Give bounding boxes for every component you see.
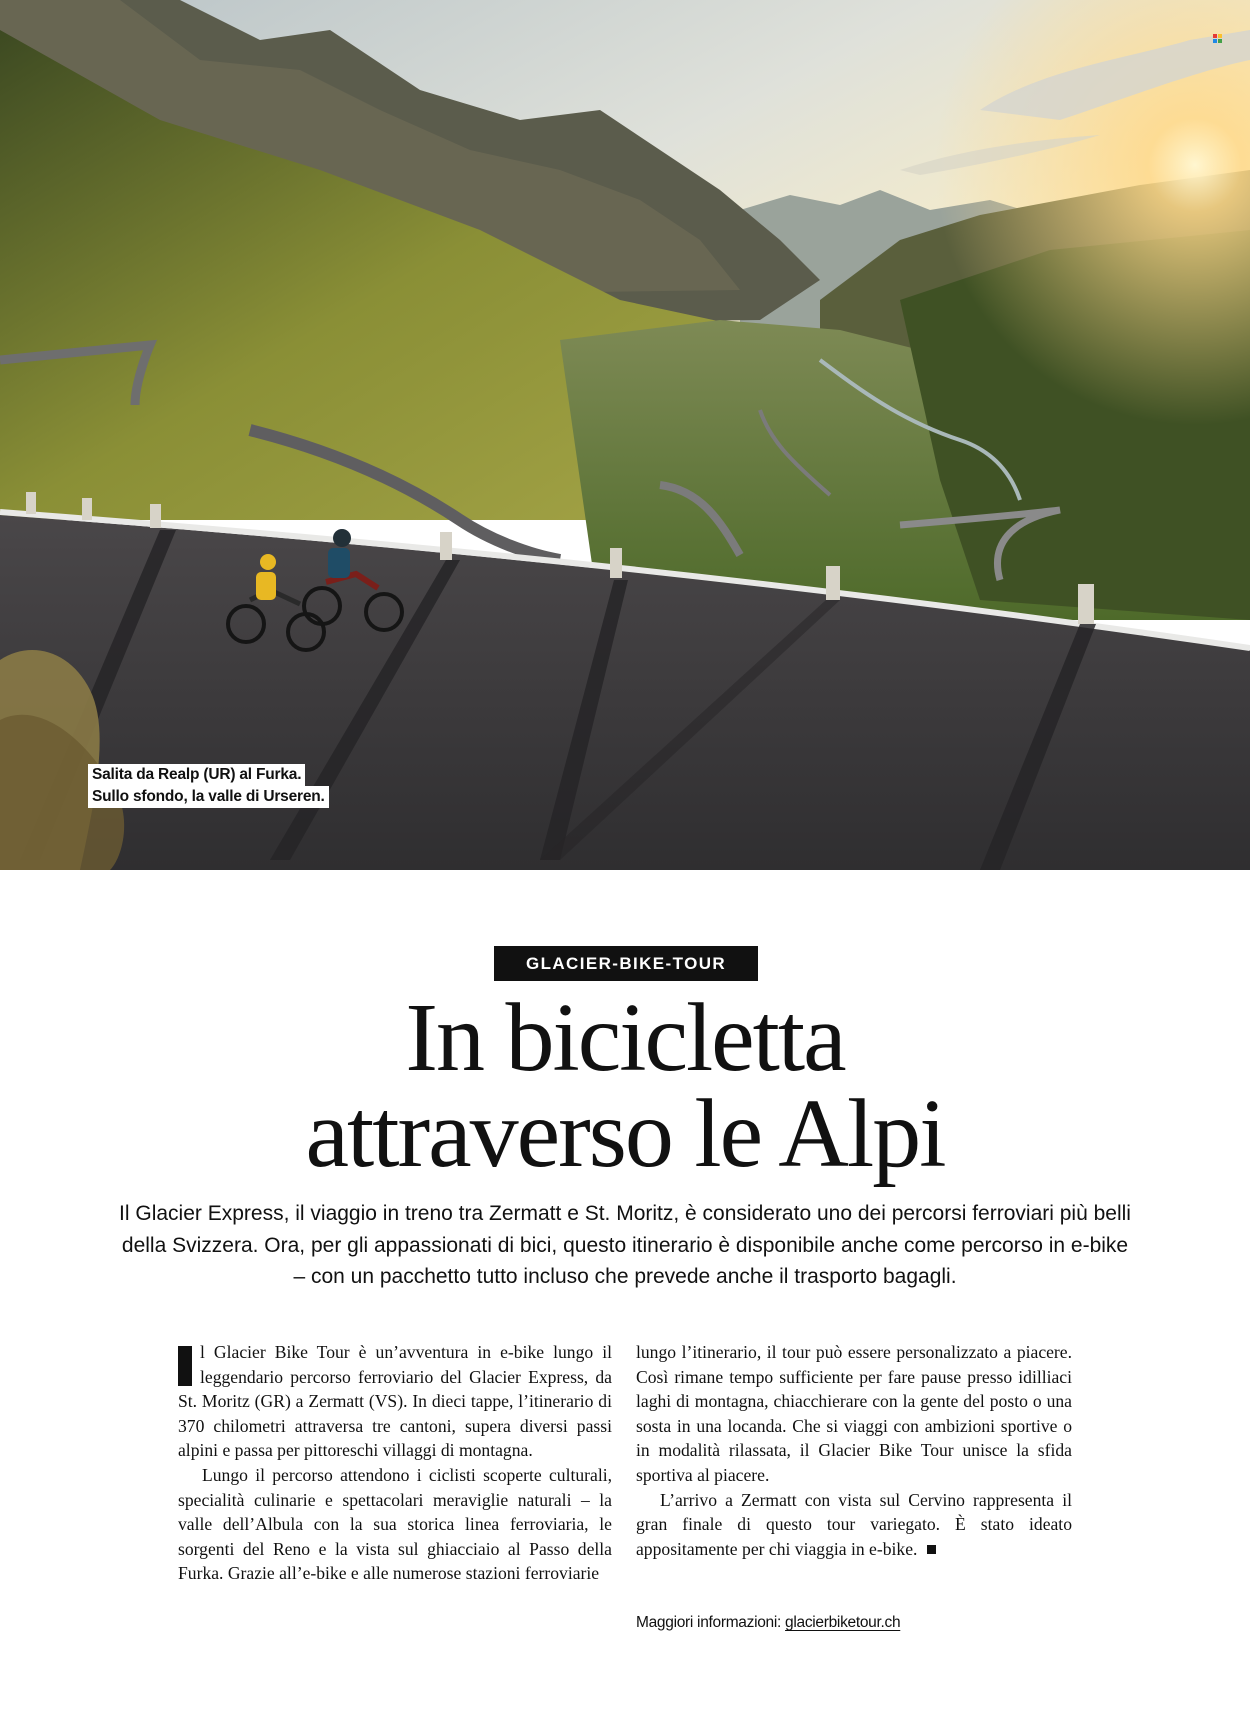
more-info-label: Maggiori informazioni:: [636, 1614, 782, 1631]
headline-line2: attraverso le Alpi: [305, 1080, 945, 1188]
body-paragraph-2-continued: lungo l’itinerario, il tour può essere personalizzato a piacere. Così rimane tempo sufficiente per fare pause presso idilliaci laghi di montagna, chiacchierare con la gente del posto o una sosta in una locanda. Che si viaggi con ambizioni sportive o in modalità rilassata, il Glacier Bike Tour unisce la sfida sportiva al piacere.: [636, 1342, 1072, 1485]
dropcap-block: [178, 1346, 192, 1386]
section-kicker: GLACIER-BIKE-TOUR: [494, 946, 758, 981]
end-of-article-mark: [927, 1545, 936, 1554]
body-paragraph-2: [178, 1463, 612, 1586]
page-title: [0, 984, 1250, 1188]
body-paragraph-2-text: Lungo il percorso attendono i ciclisti scoperte culturali, specialità culinarie e spettacolari meraviglie naturali – la valle dell’Albula con la sua storica linea ferroviaria, le sorgenti del Reno e la vista sul ghiacciaio al Passo della Furka. Grazie all’e-bike e alle numerose stazioni ferroviarie: [178, 1464, 612, 1584]
photo-caption: [88, 764, 329, 808]
body-paragraph-1-text: l Glacier Bike Tour è un’avventura in e-bike lungo il leggendario percorso ferroviario del Glacier Express, da St. Moritz (GR) a Zermatt (VS). In dieci tappe, l’itinerario di 370 chilometri attraversa tre cantoni, supera diversi passi alpini e passa per pittoreschi villaggi di montagna.: [178, 1342, 612, 1461]
body-paragraph-3-text: L’arrivo a Zermatt con vista sul Cervino rappresenta il gran finale di questo tour variegato. È stato ideato appositamente per chi viaggia in e-bike.: [636, 1489, 1072, 1559]
photo-caption-line2: Sullo sfondo, la valle di Urseren.: [88, 786, 329, 808]
article-column-right: [636, 1340, 1072, 1561]
body-paragraph-1: [178, 1340, 612, 1463]
body-paragraph-3: [636, 1488, 1072, 1562]
article-column-left: [178, 1340, 612, 1586]
more-info: [636, 1614, 900, 1632]
more-info-link[interactable]: glacierbiketour.ch: [785, 1614, 901, 1631]
headline-line1: In bicicletta: [405, 984, 845, 1092]
color-registration-icon: [1213, 34, 1222, 43]
standfirst: Il Glacier Express, il viaggio in treno tra Zermatt e St. Moritz, è considerato uno dei percorsi ferroviari più belli della Svizzera. Ora, per gli appassionati di bici, questo itinerario è disponibile anche come percorso in e-bike – con un pacchetto tutto incluso che prevede anche il trasporto bagagli.: [119, 1202, 1131, 1288]
photo-caption-line1: Salita da Realp (UR) al Furka.: [88, 764, 305, 786]
